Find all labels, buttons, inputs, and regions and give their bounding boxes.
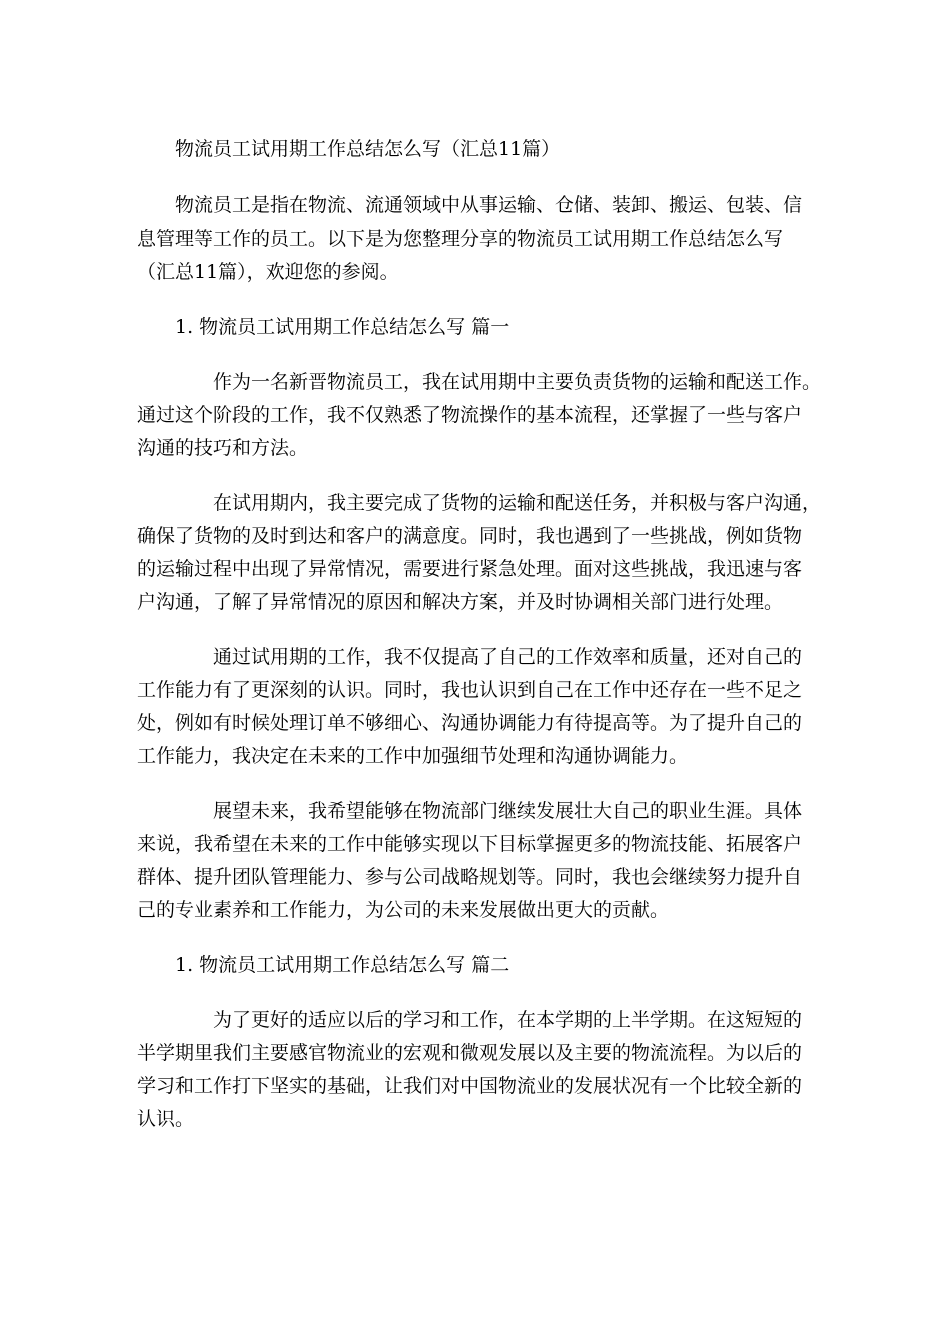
paragraph-line: 处，例如有时候处理订单不够细心、沟通协调能力有待提高等。为了提升自己的 <box>137 712 803 734</box>
paragraph-line: 工作能力有了更深刻的认识。同时，我也认识到自己在工作中还存在一些不足之 <box>137 679 803 701</box>
section-heading: 1. 物流员工试用期工作总结怎么写 篇二 <box>175 954 510 976</box>
paragraph-line: 确保了货物的及时到达和客户的满意度。同时，我也遇到了一些挑战，例如货物 <box>137 525 803 547</box>
paragraph-line: 半学期里我们主要感官物流业的宏观和微观发展以及主要的物流流程。为以后的 <box>137 1042 803 1064</box>
paragraph-line: 工作能力，我决定在未来的工作中加强细节处理和沟通协调能力。 <box>137 745 689 767</box>
intro-line: 物流员工是指在物流、流通领域中从事运输、仓储、装卸、搬运、包装、信 <box>175 194 803 216</box>
paragraph-line: 户沟通，了解了异常情况的原因和解决方案，并及时协调相关部门进行处理。 <box>137 591 784 613</box>
section-heading: 1. 物流员工试用期工作总结怎么写 篇一 <box>175 316 510 338</box>
paragraph-line: 通过试用期的工作，我不仅提高了自己的工作效率和质量，还对自己的 <box>213 646 803 668</box>
paragraph-line: 群体、提升团队管理能力、参与公司战略规划等。同时，我也会继续努力提升自 <box>137 866 803 888</box>
paragraph-line: 来说，我希望在未来的工作中能够实现以下目标掌握更多的物流技能、拓展客户 <box>137 833 803 855</box>
paragraph-line: 在试用期内，我主要完成了货物的运输和配送任务，并积极与客户沟通， <box>213 492 822 514</box>
paragraph-line: 己的专业素养和工作能力，为公司的未来发展做出更大的贡献。 <box>137 899 670 921</box>
intro-line: 息管理等工作的员工。以下是为您整理分享的物流员工试用期工作总结怎么写 <box>137 228 784 250</box>
paragraph-line: 沟通的技巧和方法。 <box>137 437 309 459</box>
paragraph-line: 学习和工作打下坚实的基础，让我们对中国物流业的发展状况有一个比较全新的 <box>137 1075 803 1097</box>
paragraph-line: 认识。 <box>137 1108 195 1130</box>
paragraph-line: 的运输过程中出现了异常情况，需要进行紧急处理。面对这些挑战，我迅速与客 <box>137 558 803 580</box>
paragraph-line: 作为一名新晋物流员工，我在试用期中主要负责货物的运输和配送工作。 <box>213 371 822 393</box>
document-title: 物流员工试用期工作总结怎么写（汇总11篇） <box>175 138 561 160</box>
intro-line: （汇总11篇），欢迎您的参阅。 <box>137 261 399 283</box>
paragraph-line: 为了更好的适应以后的学习和工作，在本学期的上半学期。在这短短的 <box>213 1009 803 1031</box>
paragraph-line: 展望未来，我希望能够在物流部门继续发展壮大自己的职业生涯。具体 <box>213 800 803 822</box>
paragraph-line: 通过这个阶段的工作，我不仅熟悉了物流操作的基本流程，还掌握了一些与客户 <box>137 404 803 426</box>
